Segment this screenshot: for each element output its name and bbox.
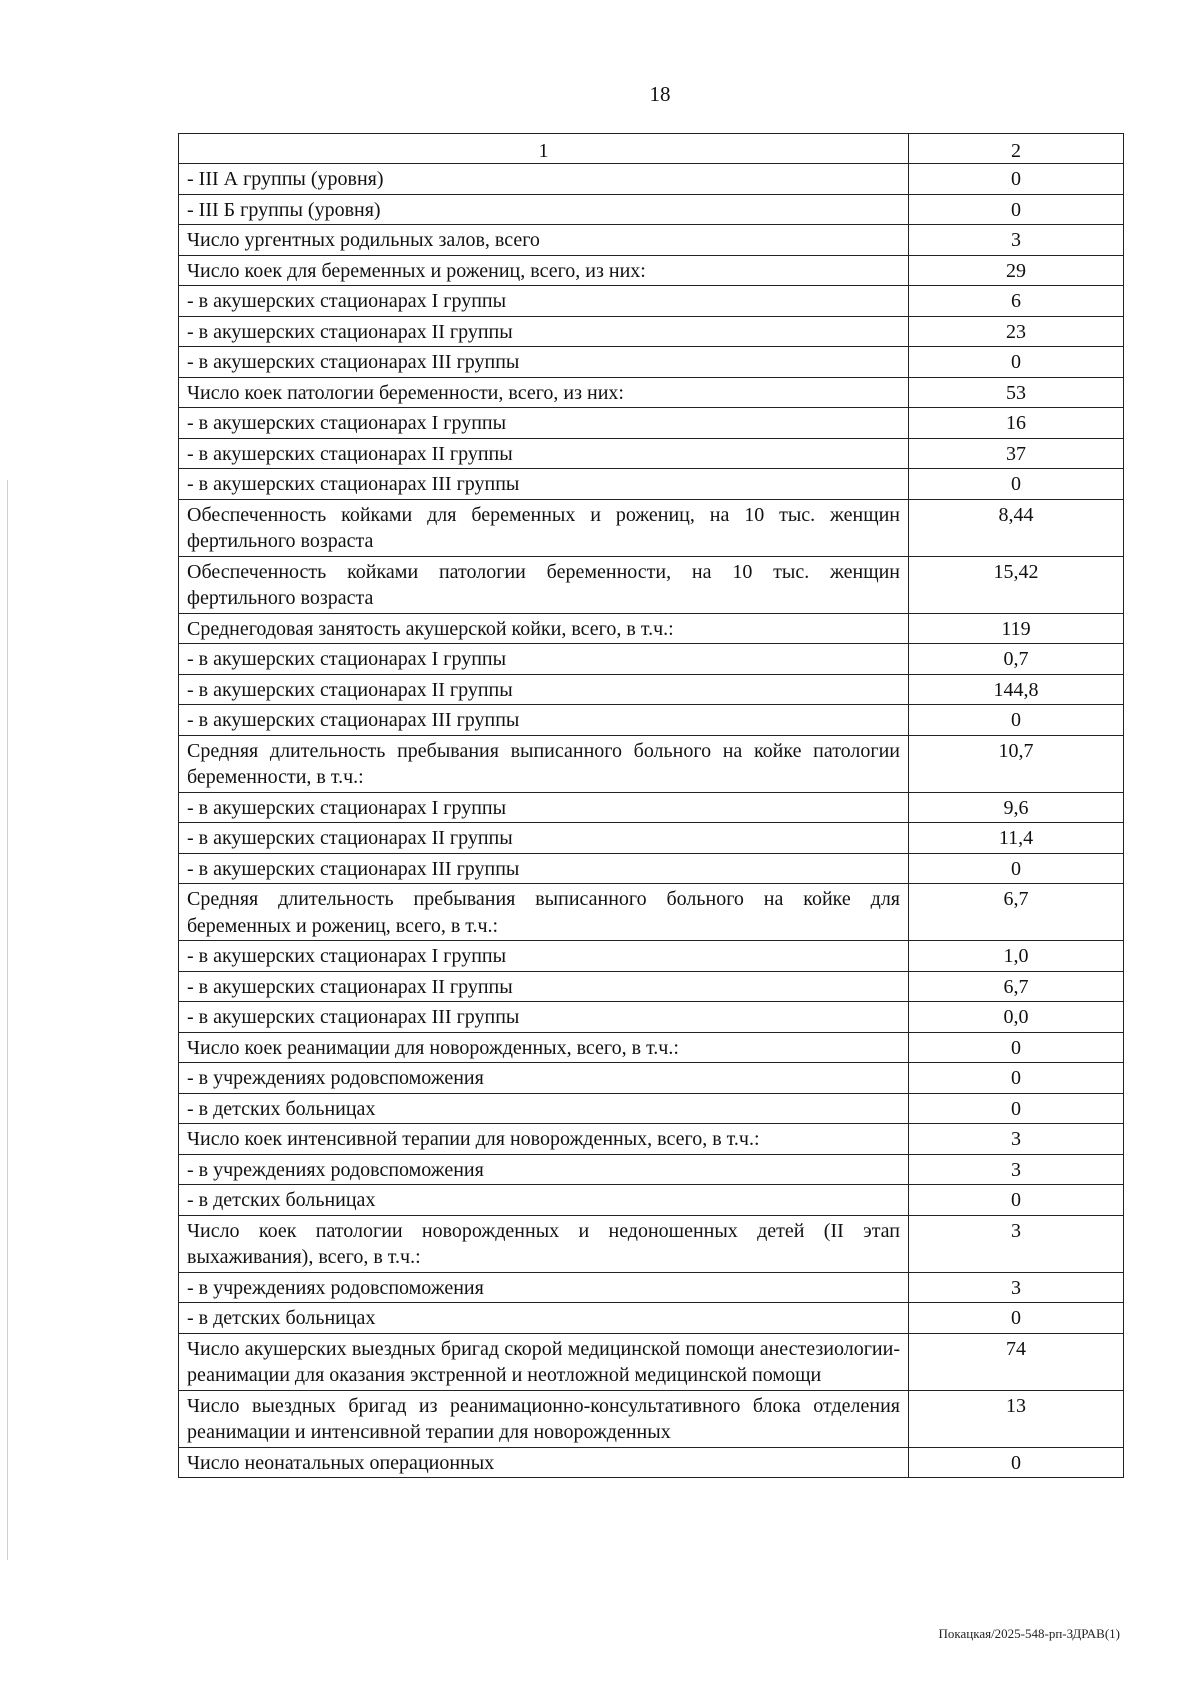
row-value: 0 <box>909 705 1124 736</box>
table-row <box>179 644 1124 675</box>
row-label: Число акушерских выездных бригад скорой медицинской помощи анестезиологии-реанимации для оказания экстренной и неотложной медицинской помощи <box>179 1333 909 1390</box>
row-label: - в акушерских стационарах II группы <box>179 971 909 1002</box>
row-label: - в учреждениях родовспоможения <box>179 1272 909 1303</box>
row-label: - в детских больницах <box>179 1185 909 1216</box>
row-value: 0 <box>909 194 1124 225</box>
row-value: 15,42 <box>909 556 1124 613</box>
table-row <box>179 438 1124 469</box>
row-label: - в акушерских стационарах I группы <box>179 941 909 972</box>
row-value: 0,7 <box>909 644 1124 675</box>
table-row <box>179 408 1124 439</box>
row-value: 37 <box>909 438 1124 469</box>
table-row <box>179 1447 1124 1478</box>
row-label: Число ургентных родильных залов, всего <box>179 225 909 256</box>
row-label: Средняя длительность пребывания выписанного больного на койке для беременных и рожениц, всего, в т.ч.: <box>179 884 909 941</box>
table-row <box>179 613 1124 644</box>
table-row <box>179 971 1124 1002</box>
table-row <box>179 1272 1124 1303</box>
row-label: Средняя длительность пребывания выписанного больного на койке патологии беременности, в т.ч.: <box>179 735 909 792</box>
table-row <box>179 286 1124 317</box>
table-header-row <box>179 134 1124 164</box>
row-value: 0 <box>909 1032 1124 1063</box>
table-row <box>179 1063 1124 1094</box>
table-row <box>179 735 1124 792</box>
row-value: 53 <box>909 377 1124 408</box>
row-value: 3 <box>909 1215 1124 1272</box>
row-label: - III Б группы (уровня) <box>179 194 909 225</box>
row-value: 16 <box>909 408 1124 439</box>
row-label: - в акушерских стационарах I группы <box>179 286 909 317</box>
row-value: 10,7 <box>909 735 1124 792</box>
row-value: 6,7 <box>909 971 1124 1002</box>
row-label: - в акушерских стационарах II группы <box>179 823 909 854</box>
row-value: 0 <box>909 1185 1124 1216</box>
table-row <box>179 941 1124 972</box>
header-cell-col2: 2 <box>909 134 1124 164</box>
table-row <box>179 884 1124 941</box>
table-row <box>179 225 1124 256</box>
table-row <box>179 823 1124 854</box>
row-label: Число выездных бригад из реанимационно-консультативного блока отделения реанимации и интенсивной терапии для новорожденных <box>179 1390 909 1447</box>
row-label: - в акушерских стационарах II группы <box>179 438 909 469</box>
row-label: Среднегодовая занятость акушерской койки, всего, в т.ч.: <box>179 613 909 644</box>
table-row <box>179 164 1124 195</box>
table-row <box>179 705 1124 736</box>
row-label: - в акушерских стационарах I группы <box>179 408 909 439</box>
row-label: - в акушерских стационарах III группы <box>179 347 909 378</box>
table-row <box>179 556 1124 613</box>
row-value: 9,6 <box>909 792 1124 823</box>
row-label: Число коек патологии новорожденных и недоношенных детей (II этап выхаживания), всего, в т.ч.: <box>179 1215 909 1272</box>
table-row <box>179 1002 1124 1033</box>
row-label: Число коек для беременных и рожениц, всего, из них: <box>179 255 909 286</box>
row-value: 144,8 <box>909 674 1124 705</box>
row-label: Число неонатальных операционных <box>179 1447 909 1478</box>
table-row <box>179 1303 1124 1334</box>
table-body <box>179 134 1124 1478</box>
table-row <box>179 194 1124 225</box>
row-label: - в акушерских стационарах III группы <box>179 469 909 500</box>
page-number: 18 <box>649 82 671 106</box>
table-row <box>179 377 1124 408</box>
row-label: - в детских больницах <box>179 1303 909 1334</box>
row-label: - в учреждениях родовспоможения <box>179 1154 909 1185</box>
row-value: 6,7 <box>909 884 1124 941</box>
row-value: 11,4 <box>909 823 1124 854</box>
table-row <box>179 255 1124 286</box>
row-value: 0 <box>909 1063 1124 1094</box>
table-row <box>179 1124 1124 1155</box>
row-value: 23 <box>909 316 1124 347</box>
row-value: 3 <box>909 225 1124 256</box>
row-label: - в акушерских стационарах I группы <box>179 644 909 675</box>
row-value: 3 <box>909 1124 1124 1155</box>
scan-edge-line <box>7 480 8 1560</box>
row-label: Число коек интенсивной терапии для новорожденных, всего, в т.ч.: <box>179 1124 909 1155</box>
row-value: 119 <box>909 613 1124 644</box>
data-table <box>178 133 1124 1478</box>
table-row <box>179 792 1124 823</box>
row-value: 29 <box>909 255 1124 286</box>
row-value: 74 <box>909 1333 1124 1390</box>
row-value: 0 <box>909 1303 1124 1334</box>
table-row <box>179 1215 1124 1272</box>
row-label: - в учреждениях родовспоможения <box>179 1063 909 1094</box>
row-label: Обеспеченность койками патологии беременности, на 10 тыс. женщин фертильного возраста <box>179 556 909 613</box>
table-row <box>179 1185 1124 1216</box>
row-label: - в акушерских стационарах III группы <box>179 1002 909 1033</box>
table-row <box>179 1333 1124 1390</box>
row-label: Обеспеченность койками для беременных и рожениц, на 10 тыс. женщин фертильного возраста <box>179 499 909 556</box>
row-value: 0,0 <box>909 1002 1124 1033</box>
table-row <box>179 499 1124 556</box>
row-value: 3 <box>909 1154 1124 1185</box>
row-value: 0 <box>909 164 1124 195</box>
row-label: - III А группы (уровня) <box>179 164 909 195</box>
table-row <box>179 1154 1124 1185</box>
row-label: - в акушерских стационарах II группы <box>179 674 909 705</box>
row-value: 8,44 <box>909 499 1124 556</box>
row-value: 3 <box>909 1272 1124 1303</box>
row-value: 13 <box>909 1390 1124 1447</box>
row-label: - в акушерских стационарах III группы <box>179 705 909 736</box>
row-value: 0 <box>909 469 1124 500</box>
row-label: - в акушерских стационарах II группы <box>179 316 909 347</box>
row-value: 0 <box>909 347 1124 378</box>
header-cell-col1: 1 <box>179 134 909 164</box>
row-value: 6 <box>909 286 1124 317</box>
row-value: 0 <box>909 1093 1124 1124</box>
document-reference: Покацкая/2025-548-рп-ЗДРАВ(1) <box>938 1626 1120 1641</box>
row-value: 0 <box>909 853 1124 884</box>
row-value: 0 <box>909 1447 1124 1478</box>
table-row <box>179 347 1124 378</box>
row-label: Число коек реанимации для новорожденных, всего, в т.ч.: <box>179 1032 909 1063</box>
table-row <box>179 316 1124 347</box>
row-label: Число коек патологии беременности, всего, из них: <box>179 377 909 408</box>
table-row <box>179 853 1124 884</box>
table-row <box>179 1032 1124 1063</box>
table-row <box>179 469 1124 500</box>
row-label: - в акушерских стационарах I группы <box>179 792 909 823</box>
row-label: - в детских больницах <box>179 1093 909 1124</box>
table-row <box>179 674 1124 705</box>
row-value: 1,0 <box>909 941 1124 972</box>
table-row <box>179 1390 1124 1447</box>
table-row <box>179 1093 1124 1124</box>
row-label: - в акушерских стационарах III группы <box>179 853 909 884</box>
